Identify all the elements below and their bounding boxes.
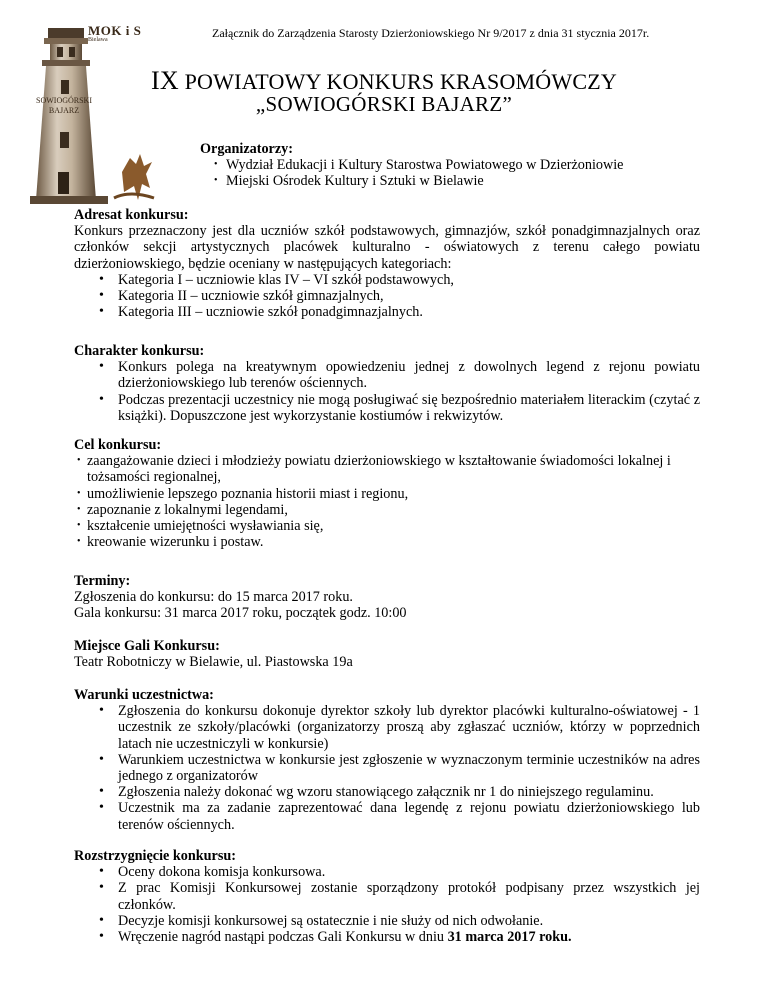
- warunki-item: • Zgłoszenia należy dokonać wg wzoru stanowiącego załącznik nr 1 do niniejszego regulaminu.: [74, 784, 700, 800]
- section-charakter: [74, 343, 700, 424]
- cel-item: • zaangażowanie dzieci i młodzieży powiatu dzierżoniowskiego w kształtowanie świadomości lokalnej i tożsamości regionalnej,: [74, 453, 674, 485]
- section-miejsce: [74, 638, 700, 670]
- warunki-item: • Zgłoszenia do konkursu dokonuje dyrektor szkoły lub dyrektor placówki kulturalno-oświatowej - 1 uczestnik ze szkoły/placówki (organizatorzy proszą aby zgłaszać uczniów, którzy w poprzednich latach nie uczestniczyli w konkursie): [74, 703, 700, 752]
- rozstrzygniecie-item: • Z prac Komisji Konkursowej zostanie sporządzony protokół podpisany przez wszystkich jej członków.: [74, 880, 700, 912]
- moks-logo: [30, 22, 170, 214]
- annex-note: Załącznik do Zarządzenia Starosty Dzierżoniowskiego Nr 9/2017 z dnia 31 stycznia 2017r.: [212, 26, 650, 40]
- category-item: • Kategoria II – uczniowie szkół gimnazjalnych,: [74, 288, 700, 304]
- charakter-heading: Charakter konkursu:: [74, 343, 205, 359]
- terminy-heading: Terminy:: [74, 573, 131, 589]
- cel-heading: Cel konkursu:: [74, 437, 162, 453]
- award-date: 31 marca 2017 roku.: [447, 929, 572, 946]
- warunki-heading: Warunki uczestnictwa:: [74, 687, 214, 703]
- charakter-item: • Podczas prezentacji uczestnicy nie mogą posługiwać się bezpośrednio materiałem literackim (czytać z książki). Dopuszczone jest wykorzystanie kostiumów i rekwizytów.: [74, 392, 700, 424]
- rozstrzygniecie-item: • Decyzje komisji konkursowej są ostatecznie i nie służy od nich odwołanie.: [74, 913, 700, 929]
- miejsce-heading: Miejsce Gali Konkursu:: [74, 638, 220, 654]
- tower-logo-graphic: [30, 22, 170, 214]
- logo-label-line1: SOWIOGÓRSKI: [36, 96, 92, 105]
- terminy-line: Gala konkursu: 31 marca 2017 roku, początek godz. 10:00: [74, 605, 407, 622]
- organizers-list: [200, 157, 623, 189]
- miejsce-text: Teatr Robotniczy w Bielawie, ul. Piastowska 19a: [74, 654, 353, 671]
- cel-item: • kształcenie umiejętności wysławiania się,: [74, 518, 674, 534]
- warunki-item: • Uczestnik ma za zadanie zaprezentować dana legendę z rejonu powiatu dzierżoniowskiego lub terenów ościennych.: [74, 800, 700, 832]
- organizers-heading: Organizatorzy:: [200, 141, 293, 157]
- warunki-item: • Warunkiem uczestnictwa w konkursie jest zgłoszenie w wyznaczonym terminie uczestników na adres jednego z organizatorów: [74, 752, 700, 784]
- section-rozstrzygniecie: [74, 848, 700, 945]
- rozstrzygniecie-item: • Oceny dokona komisja konkursowa.: [74, 864, 700, 880]
- section-warunki: [74, 687, 700, 833]
- logo-label-line2: BAJARZ: [48, 106, 80, 115]
- section-cel: [74, 437, 700, 550]
- category-item: • Kategoria I – uczniowie klas IV – VI szkół podstawowych,: [74, 272, 700, 288]
- cel-item: • kreowanie wizerunku i postaw.: [74, 534, 674, 550]
- title-numeral: IX: [151, 66, 179, 95]
- rozstrzygniecie-item: [74, 929, 700, 945]
- adresat-text: Konkurs przeznaczony jest dla uczniów szkół podstawowych, gimnazjów, szkół ponadgimnazjalnych oraz członków sekcji artystycznych placówek kulturalno - oświatowych z terenu całego powiatu dzierżoniowskiego, będzie oceniany w następujących kategoriach:: [74, 223, 700, 272]
- cel-item: • umożliwienie lepszego poznania historii miast i regionu,: [74, 486, 674, 502]
- charakter-item: • Konkurs polega na kreatywnym opowiedzeniu jednej z dowolnych legend z rejonu powiatu dzierżoniowskiego lub terenów ościennych.: [74, 359, 700, 391]
- logo-org-mark: MOK i S: [88, 23, 142, 38]
- title-main: POWIATOWY KONKURS KRASOMÓWCZY: [184, 69, 617, 94]
- logo-town: Bielawa: [88, 37, 108, 43]
- organizer-item: • Miejski Ośrodek Kultury i Sztuki w Bielawie: [200, 173, 623, 189]
- organizer-item: • Wydział Edukacji i Kultury Starostwa Powiatowego w Dzierżoniowie: [200, 157, 623, 173]
- award-text: Wręczenie nagród nastąpi podczas Gali Konkursu w dniu: [118, 929, 448, 946]
- section-adresat: [74, 207, 700, 320]
- cel-item: • zapoznanie z lokalnymi legendami,: [74, 502, 674, 518]
- category-item: • Kategoria III – uczniowie szkół ponadgimnazjalnych.: [74, 304, 700, 320]
- adresat-heading: Adresat konkursu:: [74, 207, 189, 223]
- section-terminy: [74, 573, 700, 622]
- terminy-line: Zgłoszenia do konkursu: do 15 marca 2017 roku.: [74, 589, 353, 606]
- title-line2: „SOWIOGÓRSKI BAJARZ”: [255, 92, 513, 116]
- rozstrzygniecie-heading: Rozstrzygnięcie konkursu:: [74, 848, 236, 864]
